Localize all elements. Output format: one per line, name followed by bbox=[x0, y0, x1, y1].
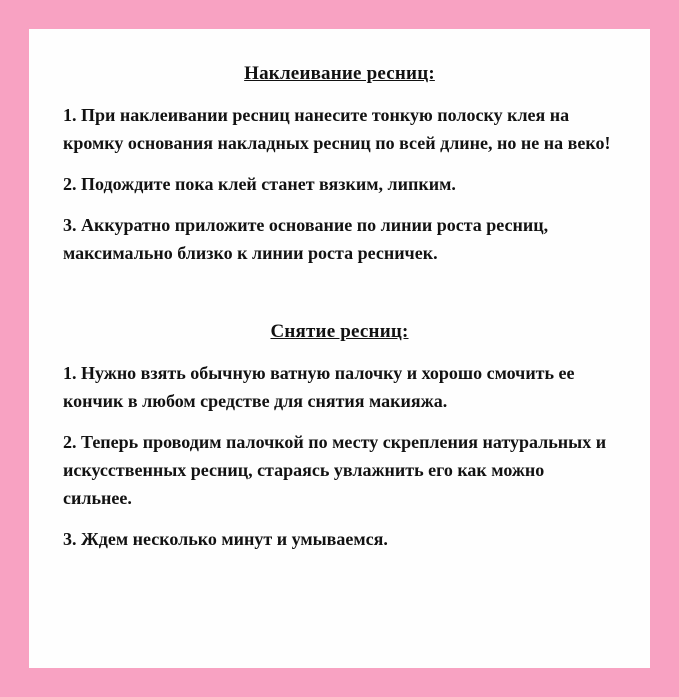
section-removal bbox=[63, 321, 616, 553]
removal-step-1: 1. Нужно взять обычную ватную палочку и хорошо смочить ее кончик в любом средстве для снятия макияжа. bbox=[63, 363, 575, 411]
removal-step-2: 2. Теперь проводим палочкой по месту скрепления натуральных и искусственных ресниц, стараясь увлажнить его как можно сильнее. bbox=[63, 432, 607, 508]
section-title-gluing: Наклеивание ресниц: bbox=[244, 63, 435, 84]
section-title-removal: Снятие ресниц: bbox=[270, 321, 409, 342]
gluing-step-3: 3. Аккуратно приложите основание по линии роста ресниц, максимально близко к линии роста ресничек. bbox=[63, 215, 549, 263]
section-gluing bbox=[63, 63, 616, 267]
document-card bbox=[29, 29, 650, 668]
gluing-step-2: 2. Подождите пока клей станет вязким, липким. bbox=[63, 174, 456, 194]
gluing-step-1: 1. При наклеивании ресниц нанесите тонкую полоску клея на кромку основания накладных ресниц по всей длине, но не на веко! bbox=[63, 105, 611, 153]
removal-step-3: 3. Ждем несколько минут и умываемся. bbox=[63, 529, 388, 549]
